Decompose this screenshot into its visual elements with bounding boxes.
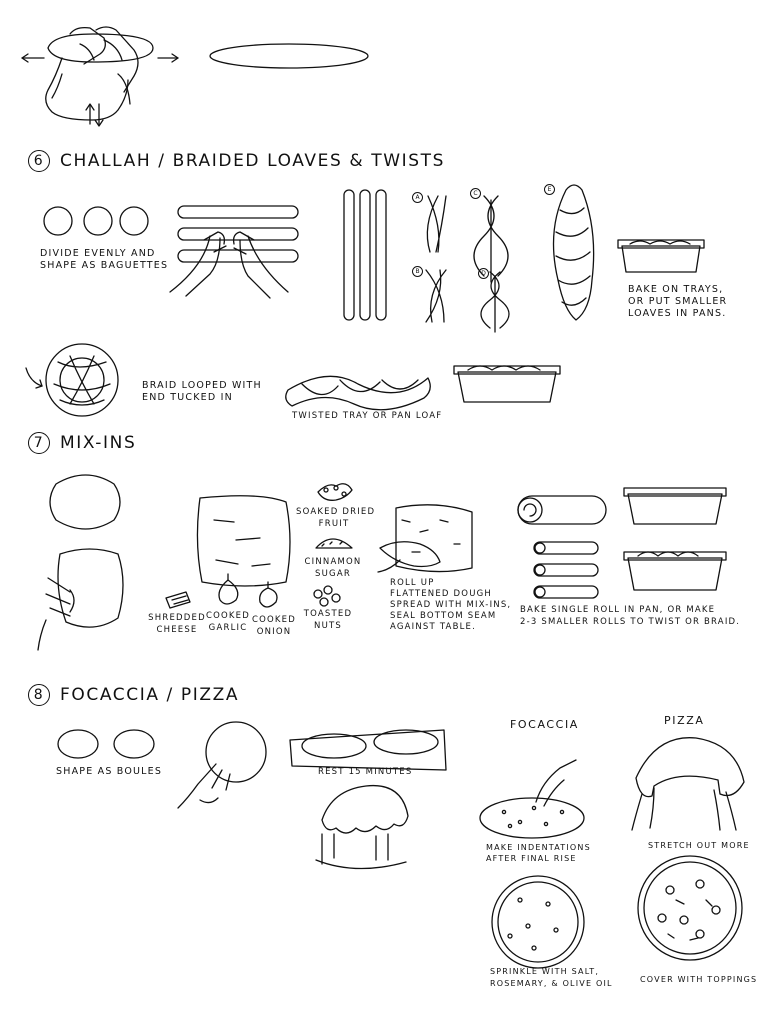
subtitle-pizza: PIZZA — [664, 714, 705, 727]
label-toppings: COVER WITH TOPPINGS — [640, 975, 758, 984]
arrow-right-icon — [158, 54, 178, 62]
label-indent: MAKE INDENTATIONS AFTER FINAL RISE — [486, 843, 591, 863]
label-cinnamon-sugar: CINNAMON SUGAR — [304, 557, 362, 579]
pizza-with-toppings — [638, 856, 742, 960]
flattened-dough — [197, 496, 290, 586]
label-toasted-nuts: TOASTED NUTS — [303, 609, 353, 631]
three-strands — [344, 190, 386, 320]
braid-step-d — [481, 272, 509, 332]
pizza-stretching — [632, 738, 744, 830]
label-braid-looped: BRAID LOOPED WITH END TUCKED IN — [142, 380, 262, 403]
loaf-pan — [618, 240, 704, 272]
hands-stretching-dough — [316, 786, 408, 869]
rolled-log — [518, 496, 606, 524]
hands-shaping-strands — [170, 232, 288, 298]
label-stretch: STRETCH OUT MORE — [648, 841, 750, 850]
pan-single-roll — [624, 488, 726, 524]
subtitle-focaccia: FOCACCIA — [510, 718, 579, 731]
label-cooked-onion: COOKED ONION — [251, 615, 296, 637]
label-bake-single: BAKE SINGLE ROLL IN PAN, OR MAKE 2-3 SMALLER ROLLS TO TWIST OR BRAID. — [520, 605, 741, 627]
section-title: CHALLAH / BRAIDED LOAVES & TWISTS — [60, 151, 446, 171]
label-roll-up: ROLL UP FLATTENED DOUGH SPREAD WITH MIX-INS, SEAL BOTTOM SEAM AGAINST TABLE. — [390, 578, 512, 632]
step-marker-a: A — [412, 192, 423, 203]
focaccia-finished — [492, 876, 584, 968]
arrow-curved-icon — [26, 368, 42, 388]
braid-finished — [554, 185, 594, 320]
section-focaccia-header — [28, 684, 239, 706]
section-challah-header — [28, 150, 445, 172]
label-divide: DIVIDE EVENLY AND SHAPE AS BAGUETTES — [40, 248, 169, 271]
baguette-shape — [210, 44, 368, 68]
dough-ball — [50, 475, 120, 529]
rolling-up-dough — [378, 505, 472, 572]
baguette-strands — [178, 206, 298, 262]
step-marker-d: D — [478, 268, 489, 279]
step-marker-c: C — [470, 188, 481, 199]
twisted-loaf — [286, 376, 431, 409]
section-title: MIX-INS — [60, 433, 137, 453]
garlic-icon — [219, 574, 238, 604]
focaccia-dimpling — [480, 760, 584, 838]
label-rest: REST 15 MINUTES — [318, 767, 413, 777]
small-rolls — [534, 542, 598, 598]
hand-on-boule — [178, 722, 266, 808]
label-cooked-garlic: COOKED GARLIC — [205, 611, 250, 633]
label-sprinkle: SPRINKLE WITH SALT, ROSEMARY, & OLIVE OIL — [490, 967, 613, 988]
soaked-fruit-icon — [318, 484, 352, 501]
braid-step-b — [426, 270, 446, 322]
looped-braid — [46, 344, 118, 416]
resting-boules-tray — [290, 730, 446, 770]
dough-balls — [44, 207, 148, 235]
section-number: 7 — [28, 432, 50, 454]
section-number: 6 — [28, 150, 50, 172]
arrow-left-icon — [22, 54, 44, 62]
two-boules — [58, 730, 154, 758]
label-bake-trays: BAKE ON TRAYS, OR PUT SMALLER LOAVES IN PANS. — [628, 284, 728, 319]
label-shape-boules: SHAPE AS BOULES — [56, 766, 163, 777]
arrow-up-down-icon — [86, 104, 103, 126]
section-mixins-header — [28, 432, 136, 454]
step-marker-e: E — [544, 184, 555, 195]
section-title: FOCACCIA / PIZZA — [60, 685, 240, 705]
step-marker-b: B — [412, 266, 423, 277]
hand-pressing-dough — [38, 549, 123, 650]
label-shredded-cheese: SHREDDED CHEESE — [148, 613, 206, 635]
label-soaked-fruit: SOAKED DRIED FRUIT — [296, 507, 376, 529]
section-number: 8 — [28, 684, 50, 706]
shredded-cheese-icon — [166, 592, 190, 608]
cinnamon-sugar-icon — [316, 539, 352, 548]
twisted-loaf-pan — [454, 366, 560, 402]
braid-step-a — [427, 196, 446, 252]
toasted-nuts-icon — [314, 586, 340, 606]
pan-twist — [624, 552, 726, 590]
label-twisted: TWISTED TRAY OR PAN LOAF — [292, 411, 443, 421]
